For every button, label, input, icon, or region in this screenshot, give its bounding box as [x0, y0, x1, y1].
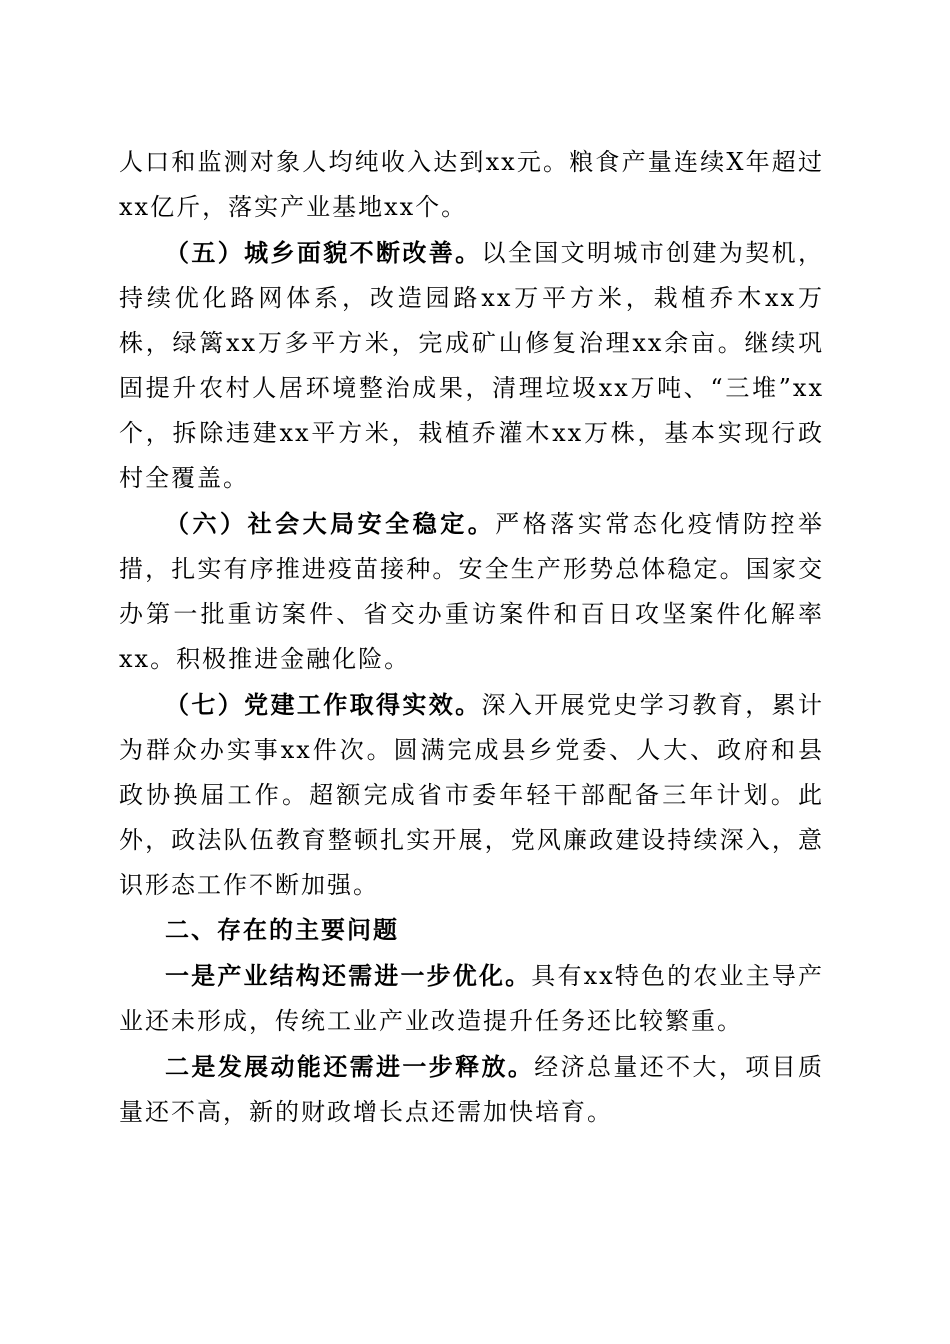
- item-party-building: [119, 682, 824, 908]
- item-urban-rural: [119, 230, 824, 501]
- problem-lead: 二是发展动能还需进一步释放。: [165, 1052, 535, 1081]
- item-lead: （七）党建工作取得实效。: [165, 690, 482, 719]
- continued-paragraph-text: 人口和监测对象人均纯收入达到xx元。粮食产量连续X年超过xx亿斤，落实产业基地xx个。: [119, 148, 824, 221]
- continued-paragraph: [119, 140, 824, 230]
- item-lead: （六）社会大局安全稳定。: [165, 509, 496, 538]
- problem-item-momentum: [119, 1044, 824, 1135]
- problem-body: 具有xx特色的农业主导产业还未形成，传统工业产业改造提升任务还比较繁重。: [119, 962, 825, 1035]
- problem-item-industry: [119, 953, 824, 1044]
- item-body: 深入开展党史学习教育，累计为群众办实事xx件次。圆满完成县乡党委、人大、政府和县政协换届工作。超额完成省市委年轻干部配备三年计划。此外，政法队伍教育整顿扎实开展，党风廉政建设持续深入，意识形态工作不断加强。: [119, 691, 824, 899]
- item-social-stability: [119, 501, 824, 682]
- item-body: 以全国文明城市创建为契机，持续优化路网体系，改造园路xx万平方米，栽植乔木xx万株，绿篱xx万多平方米，完成矿山修复治理xx余亩。继续巩固提升农村人居环境整治成果，清理垃圾xx万吨、“三堆”xx个，拆除违建xx平方米，栽植乔灌木xx万株，基本实现行政村全覆盖。: [119, 239, 824, 492]
- item-lead: （五）城乡面貌不断改善。: [165, 238, 482, 267]
- problem-lead: 一是产业结构还需进一步优化。: [165, 961, 532, 990]
- document-page: [119, 140, 824, 1135]
- item-body: 严格落实常态化疫情防控举措，扎实有序推进疫苗接种。安全生产形势总体稳定。国家交办第一批重访案件、省交办重访案件和百日攻坚案件化解率xx。积极推进金融化险。: [119, 510, 825, 673]
- section-heading: 二、存在的主要问题: [165, 916, 399, 944]
- problem-body: 经济总量还不大，项目质量还不高，新的财政增长点还需加快培育。: [119, 1053, 824, 1126]
